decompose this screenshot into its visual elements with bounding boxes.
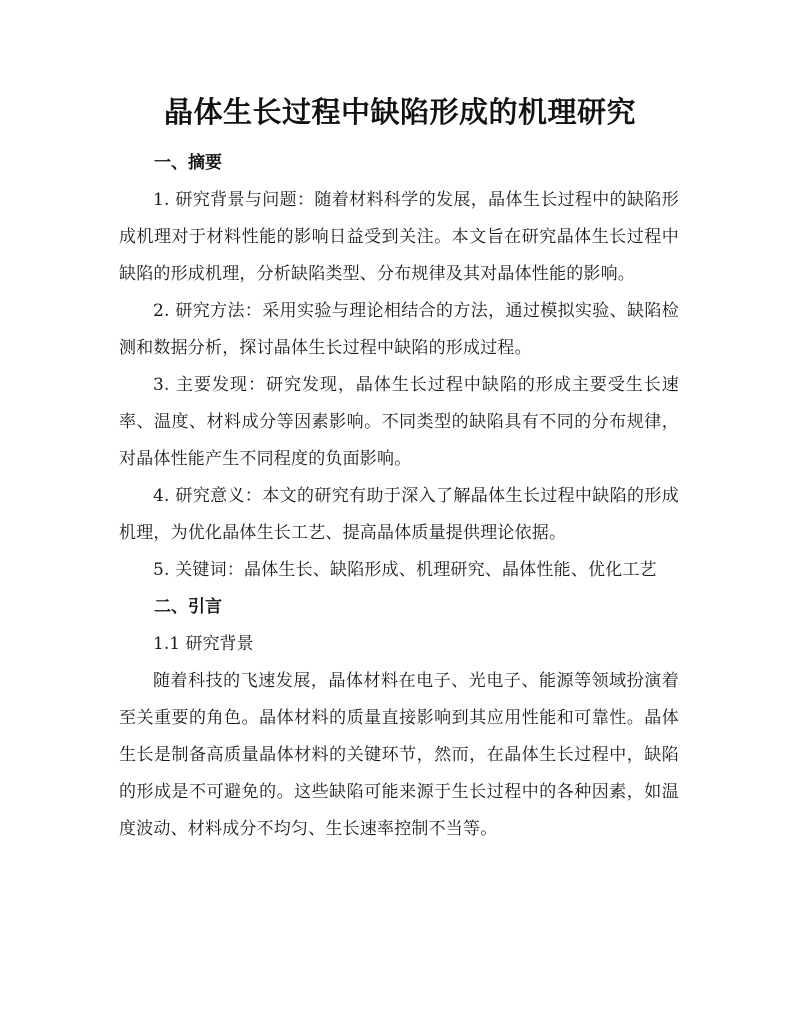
abstract-paragraph-background: 1. 研究背景与问题：随着材料科学的发展，晶体生长过程中的缺陷形成机理对于材料性能的影响日益受到关注。本文旨在研究晶体生长过程中缺陷的形成机理，分析缺陷类型、分布规律及其对晶体性能的影响。 [119,190,679,284]
abstract-paragraph-keywords: 5. 关键词：晶体生长、缺陷形成、机理研究、晶体性能、优化工艺 [153,560,657,580]
abstract-paragraph-findings: 3. 主要发现：研究发现，晶体生长过程中缺陷的形成主要受生长速率、温度、材料成分等因素影响。不同类型的缺陷具有不同的分布规律，对晶体性能产生不同程度的负面影响。 [119,375,679,469]
section-abstract [119,145,679,589]
abstract-paragraph-significance: 4. 研究意义：本文的研究有助于深入了解晶体生长过程中缺陷的形成机理，为优化晶体生长工艺、提高晶体质量提供理论依据。 [119,486,679,543]
section-introduction [119,589,679,848]
document-body [119,145,679,848]
subsection-heading-background: 1.1 研究背景 [153,634,254,654]
abstract-paragraph-methods: 2. 研究方法：采用实验与理论相结合的方法，通过模拟实验、缺陷检测和数据分析，探讨晶体生长过程中缺陷的形成过程。 [119,301,679,358]
document-title: 晶体生长过程中缺陷形成的机理研究 [163,95,636,129]
section-heading-introduction: 二、引言 [154,597,222,617]
section-heading-abstract: 一、摘要 [154,153,222,173]
introduction-paragraph: 随着科技的飞速发展，晶体材料在电子、光电子、能源等领域扮演着至关重要的角色。晶体材料的质量直接影响到其应用性能和可靠性。晶体生长是制备高质量晶体材料的关键环节，然而，在晶体生长过程中，缺陷的形成是不可避免的。这些缺陷可能来源于生长过程中的各种因素，如温度波动、材料成分不均匀、生长速率控制不当等。 [119,671,679,839]
